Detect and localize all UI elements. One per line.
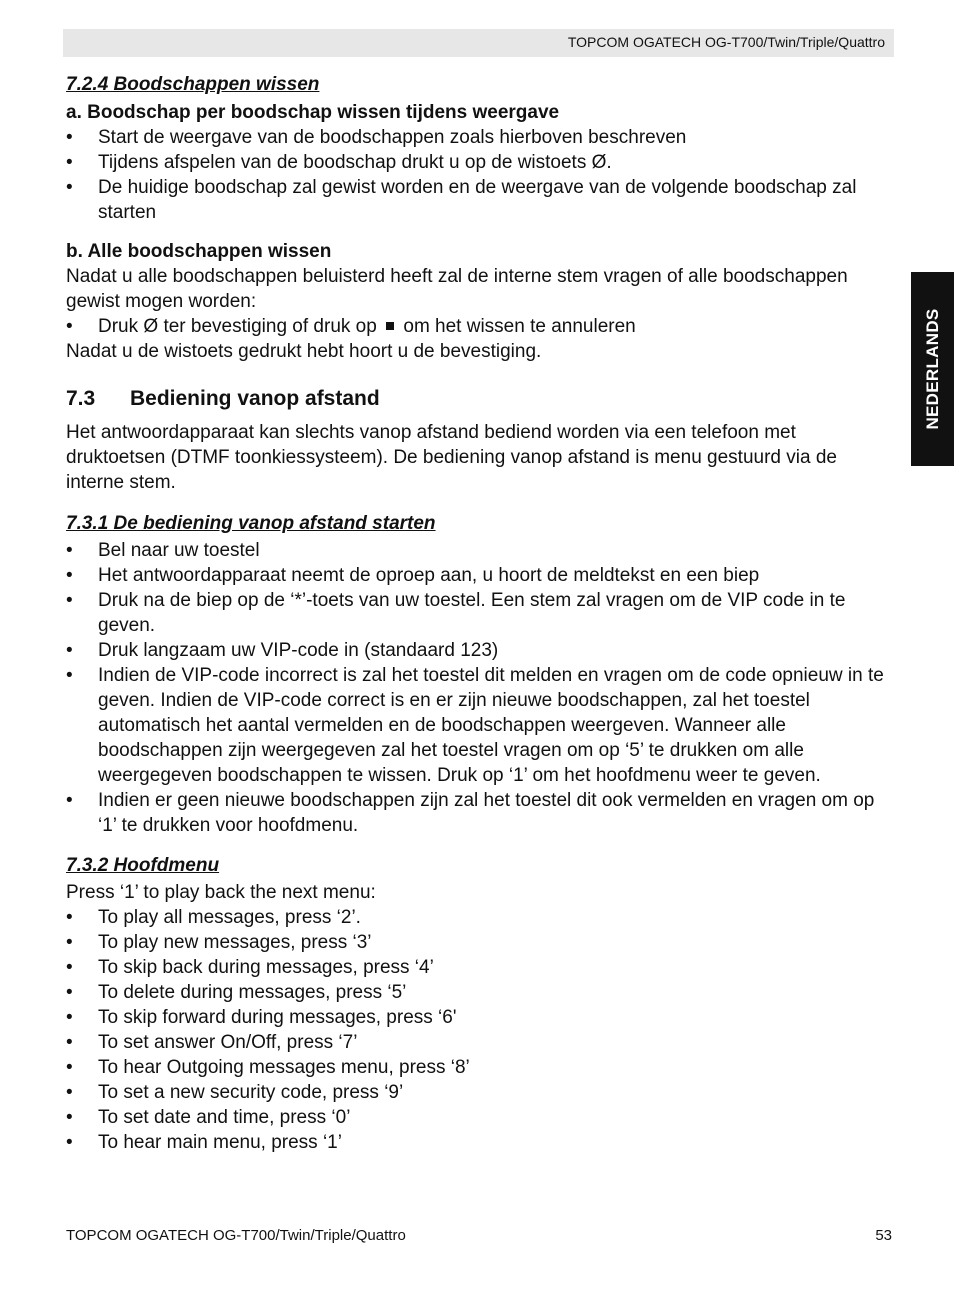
subsection-b-list [66, 314, 892, 339]
language-tab [911, 272, 954, 466]
list-item: • Start de weergave van de boodschappen zoals hierboven beschreven [66, 127, 687, 148]
list-item: • To hear main menu, press ‘1’ [66, 1132, 342, 1153]
section-7-3-title: 7.3 Bediening vanop afstand [66, 387, 380, 410]
main-menu-list [66, 905, 892, 1155]
list-item: • Druk na de biep op de ‘*’-toets van uw toestel. Een stem zal vragen om de VIP code in te geven. [66, 590, 846, 636]
page-header [63, 29, 894, 57]
section-7-3-1-list [66, 538, 892, 838]
page-number: 53 [875, 1227, 892, 1244]
list-item: • To hear Outgoing messages menu, press ‘8’ [66, 1057, 470, 1078]
list-item: • Indien de VIP-code incorrect is zal het toestel dit melden en vragen om de code opnieuw in te geven. Indien de VIP-code correct is en er zijn nieuwe boodschappen, zal het toestel automatisch het aantal vermelden en de boodschappen weergeven. Wanneer alle boodschappen zijn weergegeven zal het toestel vragen om op ‘5’ te drukken om alle weergegeven boodschappen te wissen. Druk op ‘1’ om het hoofdmenu weer te geven. [66, 665, 884, 786]
list-item: • De huidige boodschap zal gewist worden en de weergave van de volgende boodschap zal starten [66, 177, 857, 223]
list-item: • To play new messages, press ‘3’ [66, 932, 372, 953]
heading-7-2-4: 7.2.4 Boodschappen wissen [66, 74, 320, 95]
section-7-3-2-intro: Press ‘1’ to play back the next menu: [66, 882, 376, 903]
list-item: • To set date and time, press ‘0’ [66, 1107, 351, 1128]
list-item: • Druk Ø ter bevestiging of druk op om het wissen te annuleren [66, 316, 636, 337]
subsection-a-title: a. Boodschap per boodschap wissen tijdens weergave [66, 102, 560, 123]
list-item: • To delete during messages, press ‘5’ [66, 982, 407, 1003]
list-item: • To play all messages, press ‘2’. [66, 907, 361, 928]
heading-7-3-2: 7.3.2 Hoofdmenu [66, 855, 220, 876]
list-item: • To skip forward during messages, press ‘6' [66, 1007, 457, 1028]
list-item: • To set answer On/Off, press ‘7’ [66, 1032, 358, 1053]
subsection-b-intro: Nadat u alle boodschappen beluisterd heeft zal de interne stem vragen of alle boodschappen gewist mogen worden: [66, 266, 848, 312]
list-item: • Tijdens afspelen van de boodschap drukt u op de wistoets Ø. [66, 152, 612, 173]
list-item: • Bel naar uw toestel [66, 540, 260, 561]
heading-7-3-1: 7.3.1 De bediening vanop afstand starten [66, 513, 436, 534]
list-item: • To set a new security code, press ‘9’ [66, 1082, 404, 1103]
subsection-a-list [66, 125, 892, 225]
list-item: • Indien er geen nieuwe boodschappen zijn zal het toestel dit ook vermelden en vragen om op ‘1’ te drukken voor hoofdmenu. [66, 790, 875, 836]
stop-key-icon [386, 322, 394, 330]
list-item: • Het antwoordapparaat neemt de oproep aan, u hoort de meldtekst en een biep [66, 565, 760, 586]
list-item: • Druk langzaam uw VIP-code in (standaard 123) [66, 640, 499, 661]
subsection-b-title: b. Alle boodschappen wissen [66, 241, 332, 262]
subsection-b-outro: Nadat u de wistoets gedrukt hebt hoort u de bevestiging. [66, 341, 542, 362]
language-tab-label: NEDERLANDS [922, 308, 942, 430]
footer-title: TOPCOM OGATECH OG-T700/Twin/Triple/Quattro [66, 1227, 406, 1244]
page-content [66, 72, 892, 1155]
header-title: TOPCOM OGATECH OG-T700/Twin/Triple/Quattro [567, 34, 885, 50]
list-item: • To skip back during messages, press ‘4’ [66, 957, 434, 978]
section-7-3-intro: Het antwoordapparaat kan slechts vanop afstand bediend worden via een telefoon met druktoetsen (DTMF toonkiessysteem). De bediening vanop afstand is menu gestuurd via de interne stem. [66, 422, 837, 493]
